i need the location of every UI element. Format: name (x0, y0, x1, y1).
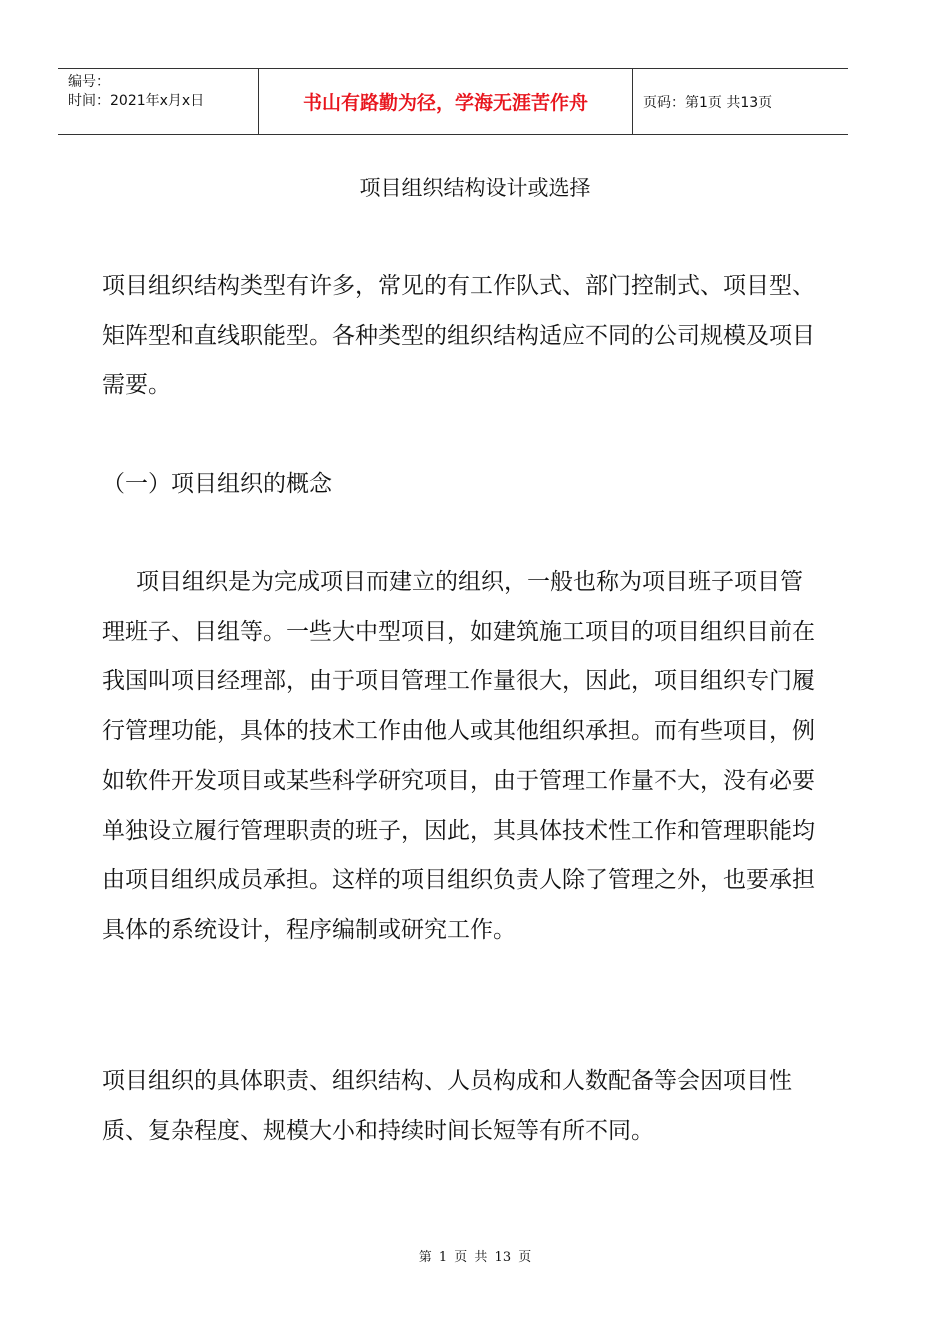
document-time-label: 时间：2021年x月x日 (68, 93, 205, 109)
paragraph-concept: 项目组织是为完成项目而建立的组织，一般也称为项目班子项目管理班子、目组等。一些大中型项目，如建筑施工项目的项目组织目前在我国叫项目经理部，由于项目管理工作量很大，因此，项目组织专门履行管理功能，具体的技术工作由他人或其他组织承担。而有些项目，例如软件开发项目或某些科学研究项目，由于管理工作量不大，没有必要单独设立履行管理职责的班子，因此，其具体技术性工作和管理职能均由项目组织成员承担。这样的项目组织负责人除了管理之外，也要承担具体的系统设计，程序编制或研究工作。 (102, 569, 815, 943)
paragraph-responsibilities: 项目组织的具体职责、组织结构、人员构成和人数配备等会因项目性质、复杂程度、规模大小和持续时间长短等有所不同。 (102, 1068, 792, 1144)
page-header (58, 68, 848, 135)
header-meta-cell (58, 69, 259, 134)
header-page-info: 页码：第1页 共13页 (643, 94, 773, 111)
document-number-label: 编号： (68, 74, 110, 90)
paragraph-intro: 项目组织结构类型有许多，常见的有工作队式、部门控制式、项目型、矩阵型和直线职能型。各种类型的组织结构适应不同的公司规模及项目需要。 (102, 273, 815, 399)
document-title: 项目组织结构设计或选择 (359, 176, 591, 200)
section-heading: （一）项目组织的概念 (102, 471, 332, 497)
header-motto: 书山有路勤为径，学海无涯苦作舟 (259, 69, 633, 134)
page-footer: 第 1 页 共 13 页 (418, 1250, 532, 1265)
